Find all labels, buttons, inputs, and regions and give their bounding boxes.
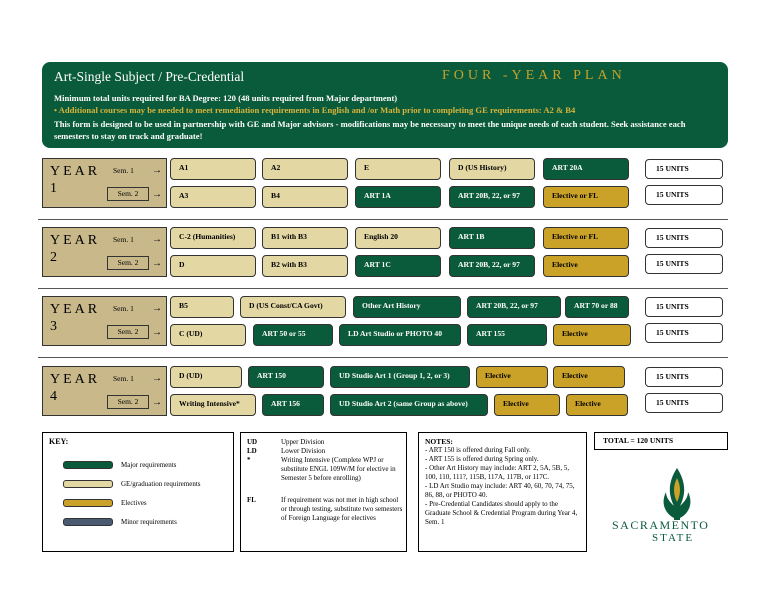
course-cell: ART 20A — [543, 158, 629, 180]
notes-title: NOTES: — [425, 437, 453, 446]
semester-units: 15 UNITS — [645, 159, 723, 179]
abbr-ld-key: LD — [247, 447, 257, 455]
course-cell: English 20 — [355, 227, 441, 249]
course-cell: LD Art Studio or PHOTO 40 — [339, 324, 461, 346]
course-cell: Elective or FL — [543, 227, 629, 249]
course-cell: ART 156 — [262, 394, 324, 416]
course-cell: Elective — [553, 324, 631, 346]
semester-units: 15 UNITS — [645, 297, 723, 317]
course-cell: ART 1A — [355, 186, 441, 208]
course-cell: B2 with B3 — [262, 255, 348, 277]
course-cell: D (US Const/CA Govt) — [240, 296, 346, 318]
abbr-fl-value: If requirement was not met in high school or through testing, substitute two semesters of Foreign Language for electives — [281, 496, 403, 522]
semester-1-label: Sem. 1 — [113, 235, 134, 244]
note-item: - ART 155 is offered during Spring only. — [425, 455, 539, 463]
course-cell: UD Studio Art 2 (same Group as above) — [330, 394, 488, 416]
course-cell: ART 1B — [449, 227, 535, 249]
semester-units: 15 UNITS — [645, 393, 723, 413]
semester-1-label: Sem. 1 — [113, 304, 134, 313]
year-box-4 — [42, 366, 167, 416]
course-cell: Elective — [553, 366, 625, 388]
course-cell: Writing Intensive* — [170, 394, 256, 416]
course-cell: UD Studio Art 1 (Group 1, 2, or 3) — [330, 366, 470, 388]
key-label-major: Major requirements — [121, 461, 177, 469]
note-item: - ART 150 is offered during Fall only. — [425, 446, 531, 454]
semester-2-label: Sem. 2 — [107, 395, 149, 409]
year-label: YEAR 4 — [50, 372, 101, 404]
key-label-minor: Minor requirements — [121, 518, 177, 526]
course-cell: A3 — [170, 186, 256, 208]
course-cell: C-2 (Humanities) — [170, 227, 256, 249]
year-box-1 — [42, 158, 167, 208]
arrow-right-icon: → — [152, 373, 162, 384]
key-swatch-elective — [63, 499, 113, 507]
abbr-ud-key: UD — [247, 438, 258, 446]
note-item: - Other Art History may include: ART 2, 5A, 5B, 5, 100, 110, 111?, 115B, 117A, 117B, or 117C. — [425, 464, 570, 481]
advising-note: This form is designed to be used in partnership with GE and Major advisors - modifications may be necessary to meet the unique needs of each student. Seek assistance each semesters to stay on track and graduate! — [54, 119, 686, 141]
semester-units: 15 UNITS — [645, 185, 723, 205]
course-cell: ART 70 or 88 — [565, 296, 629, 318]
course-cell: ART 20B, 22, or 97 — [449, 186, 535, 208]
abbreviations-box — [240, 432, 407, 552]
arrow-right-icon: → — [152, 397, 162, 408]
course-cell: Elective — [543, 255, 629, 277]
year-label: YEAR 3 — [50, 302, 101, 334]
row-separator — [38, 288, 728, 289]
key-label-ge: GE/graduation requirements — [121, 480, 201, 488]
course-cell: ART 150 — [248, 366, 324, 388]
key-swatch-major — [63, 461, 113, 469]
semester-2-label: Sem. 2 — [107, 325, 149, 339]
arrow-right-icon: → — [152, 165, 162, 176]
semester-units: 15 UNITS — [645, 367, 723, 387]
course-cell: ART 1C — [355, 255, 441, 277]
year-label: YEAR 1 — [50, 164, 101, 196]
note-item: - Pre-Credential Candidates should apply to the Graduate School & Credential Program during Year 4, Sem. 1 — [425, 500, 578, 526]
semester-1-label: Sem. 1 — [113, 166, 134, 175]
course-cell: ART 50 or 55 — [253, 324, 333, 346]
course-cell: Elective — [494, 394, 560, 416]
course-cell: ART 155 — [467, 324, 547, 346]
plan-title: FOUR -YEAR PLAN — [442, 68, 626, 83]
semester-2-label: Sem. 2 — [107, 187, 149, 201]
abbr-fl-key: FL — [247, 496, 256, 504]
abbr-star-key: * — [247, 456, 251, 464]
course-cell: A1 — [170, 158, 256, 180]
arrow-right-icon: → — [152, 234, 162, 245]
abbr-ld-value: Lower Division — [281, 447, 326, 455]
key-label-elective: Electives — [121, 499, 147, 507]
course-cell: ART 20B, 22, or 97 — [449, 255, 535, 277]
course-cell: Elective — [566, 394, 628, 416]
note-item: - LD Art Studio may include: ART 40, 60, 70, 74, 75, 86, 88, or PHOTO 40. — [425, 482, 575, 499]
course-cell: B1 with B3 — [262, 227, 348, 249]
semester-units: 15 UNITS — [645, 254, 723, 274]
program-title: Art-Single Subject / Pre-Credential — [54, 69, 245, 84]
course-cell: Other Art History — [353, 296, 461, 318]
arrow-right-icon: → — [152, 258, 162, 269]
year-box-3 — [42, 296, 167, 346]
row-separator — [38, 219, 728, 220]
semester-units: 15 UNITS — [645, 228, 723, 248]
course-cell: D (UD) — [170, 366, 242, 388]
arrow-right-icon: → — [152, 303, 162, 314]
notes-box — [418, 432, 587, 552]
key-title: KEY: — [49, 437, 69, 446]
semester-1-label: Sem. 1 — [113, 374, 134, 383]
row-separator — [38, 357, 728, 358]
course-cell: E — [355, 158, 441, 180]
course-cell: D (US History) — [449, 158, 535, 180]
total-units: TOTAL = 120 UNITS — [594, 432, 728, 450]
plan-header — [42, 62, 728, 148]
arrow-right-icon: → — [152, 327, 162, 338]
course-cell: Elective or FL — [543, 186, 629, 208]
semester-2-label: Sem. 2 — [107, 256, 149, 270]
course-cell: C (UD) — [170, 324, 246, 346]
logo-text-state: STATE — [652, 532, 695, 544]
course-cell: A2 — [262, 158, 348, 180]
key-swatch-ge — [63, 480, 113, 488]
remediation-note: • Additional courses may be needed to meet remediation requirements in English and /or Math prior to completing GE requirements: A2 & B4 — [54, 105, 576, 115]
abbr-star-value: Writing Intensive (Complete WPJ or substitute ENGL 109W/M for elective in Semester 5 before enrolling) — [281, 456, 396, 482]
course-cell: ART 20B, 22, or 97 — [467, 296, 561, 318]
course-cell: D — [170, 255, 256, 277]
semester-units: 15 UNITS — [645, 323, 723, 343]
key-box — [42, 432, 234, 552]
key-swatch-minor — [63, 518, 113, 526]
units-requirement: Minimum total units required for BA Degree: 120 (48 units required from Major department) — [54, 93, 398, 103]
logo-text-sacramento: SACRAMENTO — [612, 518, 710, 532]
year-box-2 — [42, 227, 167, 277]
year-label: YEAR 2 — [50, 233, 101, 265]
course-cell: Elective — [476, 366, 548, 388]
course-cell: B4 — [262, 186, 348, 208]
abbr-ud-value: Upper Division — [281, 438, 325, 446]
arrow-right-icon: → — [152, 189, 162, 200]
course-cell: B5 — [170, 296, 234, 318]
